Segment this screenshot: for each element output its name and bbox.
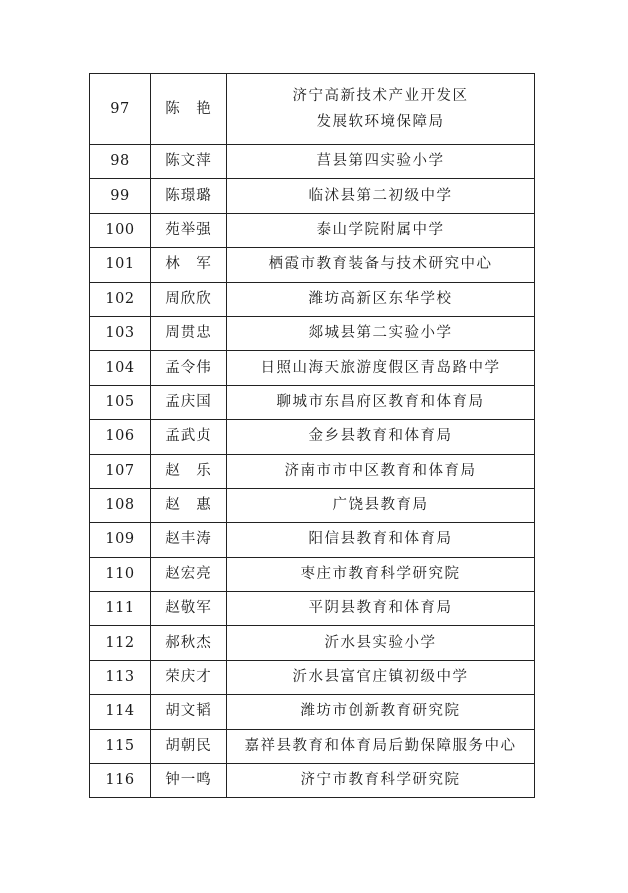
row-number: 116 [90, 764, 151, 798]
row-number: 115 [90, 729, 151, 763]
row-number: 103 [90, 316, 151, 350]
organization: 栖霞市教育装备与技术研究中心 [227, 248, 535, 282]
organization: 济宁市教育科学研究院 [227, 764, 535, 798]
organization [227, 74, 535, 145]
organization-line-2: 发展软环境保障局 [316, 114, 445, 130]
person-name: 周欣欣 [151, 282, 227, 316]
row-number: 98 [90, 145, 151, 179]
organization: 广饶县教育局 [227, 488, 535, 522]
table-row [90, 179, 535, 213]
person-name: 周贯忠 [151, 316, 227, 350]
person-name: 林 军 [151, 248, 227, 282]
person-name: 胡文韬 [151, 695, 227, 729]
row-number: 112 [90, 626, 151, 660]
person-name: 陈璟璐 [151, 179, 227, 213]
person-name: 孟武贞 [151, 420, 227, 454]
organization: 泰山学院附属中学 [227, 213, 535, 247]
organization: 临沭县第二初级中学 [227, 179, 535, 213]
organization: 莒县第四实验小学 [227, 145, 535, 179]
row-number: 113 [90, 660, 151, 694]
row-number: 105 [90, 385, 151, 419]
table-row [90, 282, 535, 316]
roster-table [89, 73, 535, 798]
row-number: 110 [90, 557, 151, 591]
organization: 沂水县富官庄镇初级中学 [227, 660, 535, 694]
row-number: 108 [90, 488, 151, 522]
row-number: 111 [90, 592, 151, 626]
table-row [90, 764, 535, 798]
organization-line-1: 济宁高新技术产业开发区 [292, 88, 469, 104]
person-name: 苑举强 [151, 213, 227, 247]
organization: 日照山海天旅游度假区青岛路中学 [227, 351, 535, 385]
table-row [90, 351, 535, 385]
person-name: 荣庆才 [151, 660, 227, 694]
person-name: 陈 艳 [151, 74, 227, 145]
row-number: 107 [90, 454, 151, 488]
table-row [90, 385, 535, 419]
table-row [90, 454, 535, 488]
table-row [90, 592, 535, 626]
person-name: 赵丰涛 [151, 523, 227, 557]
organization: 枣庄市教育科学研究院 [227, 557, 535, 591]
person-name: 赵 乐 [151, 454, 227, 488]
table-row [90, 660, 535, 694]
table-row [90, 248, 535, 282]
organization: 阳信县教育和体育局 [227, 523, 535, 557]
person-name: 孟庆国 [151, 385, 227, 419]
organization: 平阴县教育和体育局 [227, 592, 535, 626]
organization: 沂水县实验小学 [227, 626, 535, 660]
table-row [90, 557, 535, 591]
organization: 金乡县教育和体育局 [227, 420, 535, 454]
person-name: 孟令伟 [151, 351, 227, 385]
row-number: 102 [90, 282, 151, 316]
organization: 郯城县第二实验小学 [227, 316, 535, 350]
table-row [90, 488, 535, 522]
person-name: 胡朝民 [151, 729, 227, 763]
table-row [90, 695, 535, 729]
organization: 聊城市东昌府区教育和体育局 [227, 385, 535, 419]
table-row [90, 145, 535, 179]
person-name: 赵 惠 [151, 488, 227, 522]
row-number: 99 [90, 179, 151, 213]
row-number: 114 [90, 695, 151, 729]
organization: 潍坊高新区东华学校 [227, 282, 535, 316]
table-row [90, 523, 535, 557]
row-number: 97 [90, 74, 151, 145]
person-name: 郝秋杰 [151, 626, 227, 660]
table-row [90, 420, 535, 454]
table-row [90, 213, 535, 247]
organization: 嘉祥县教育和体育局后勤保障服务中心 [227, 729, 535, 763]
person-name: 陈文萍 [151, 145, 227, 179]
person-name: 钟一鸣 [151, 764, 227, 798]
table-row [90, 74, 535, 145]
organization: 济南市市中区教育和体育局 [227, 454, 535, 488]
table-row [90, 729, 535, 763]
table-row [90, 626, 535, 660]
table-row [90, 316, 535, 350]
row-number: 101 [90, 248, 151, 282]
row-number: 109 [90, 523, 151, 557]
organization: 潍坊市创新教育研究院 [227, 695, 535, 729]
person-name: 赵敬军 [151, 592, 227, 626]
row-number: 100 [90, 213, 151, 247]
person-name: 赵宏亮 [151, 557, 227, 591]
row-number: 106 [90, 420, 151, 454]
row-number: 104 [90, 351, 151, 385]
